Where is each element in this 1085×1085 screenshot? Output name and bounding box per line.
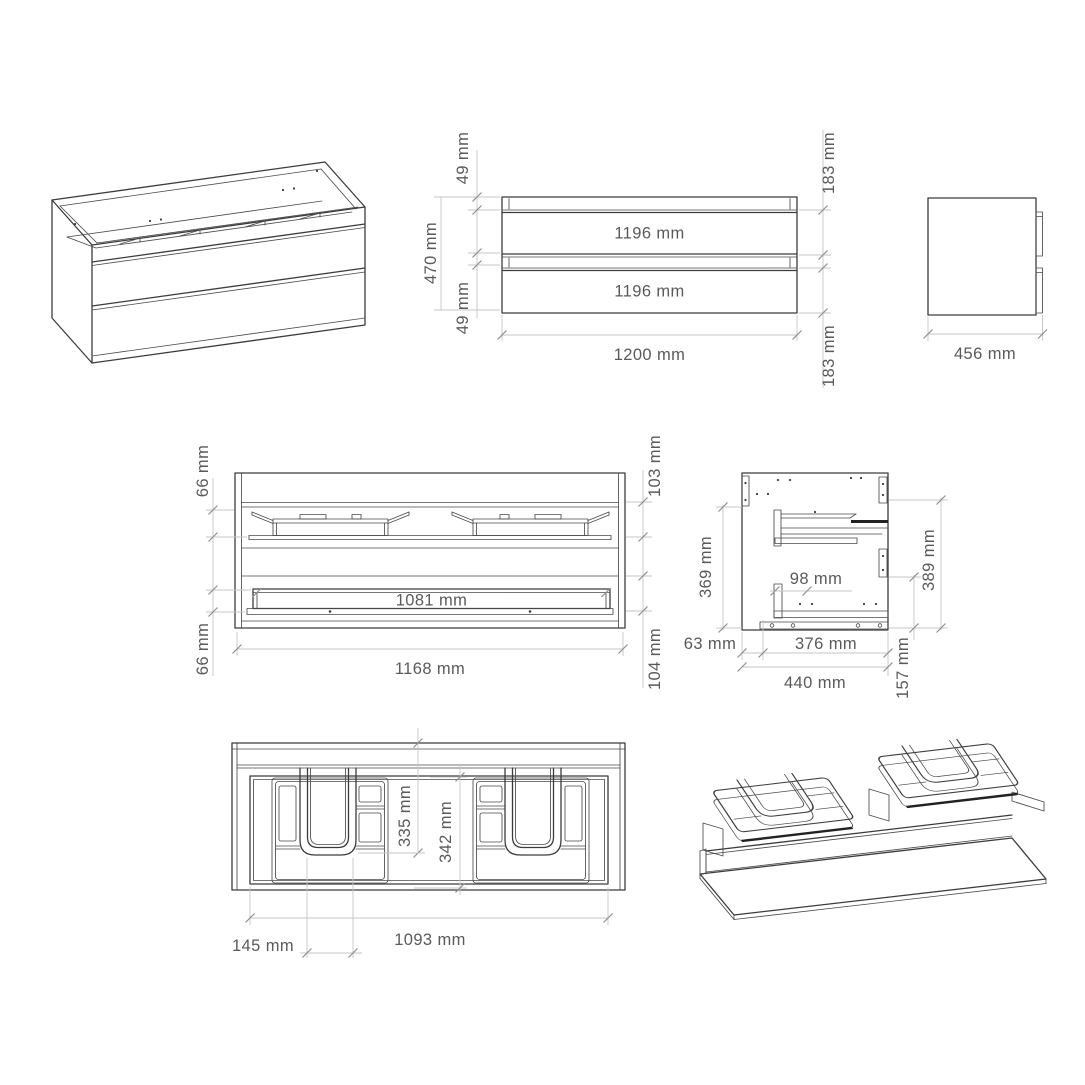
view-drawer-isometric	[700, 736, 1046, 920]
dim-side-depth: 456 mm	[953, 345, 1017, 363]
dim-internal-right-top: 103 mm	[646, 434, 664, 498]
dim-front-left-top: 49 mm	[454, 131, 472, 185]
dim-top-cutout-offset: 145 mm	[231, 937, 295, 955]
dim-section-cutout: 98 mm	[789, 570, 843, 588]
upper-tray-right	[452, 512, 609, 536]
dim-front-drawer-top: 1196 mm	[614, 224, 685, 243]
dim-section-bottom-left: 63 mm	[683, 635, 737, 653]
view-cabinet-isometric	[52, 162, 365, 363]
dim-top-drawer-width: 1093 mm	[394, 931, 466, 949]
dim-section-right-height: 389 mm	[920, 528, 938, 592]
view-side	[924, 198, 1048, 363]
dim-front-left-overall: 470 mm	[422, 221, 440, 285]
dim-front-right-bottom: 183 mm	[820, 324, 838, 388]
dim-section-right-lower: 157 mm	[894, 636, 912, 700]
dim-internal-left-bottom: 66 mm	[194, 622, 212, 676]
dim-front-drawer-bottom: 1196 mm	[614, 282, 685, 301]
u-cutout-right	[473, 768, 589, 883]
dim-top-drawer-depth: 342 mm	[437, 800, 455, 864]
view-top-drawer	[232, 728, 625, 958]
upper-tray-left	[252, 512, 409, 536]
dim-front-left-bottom: 49 mm	[454, 281, 472, 335]
dim-front-right-top: 183 mm	[820, 131, 838, 195]
iso-u-right-top	[872, 736, 1020, 798]
view-internal-side	[684, 473, 948, 699]
dim-front-width: 1200 mm	[613, 346, 686, 364]
view-front	[422, 130, 838, 388]
dim-internal-tray-width: 1081 mm	[395, 591, 468, 610]
u-cutout-left	[272, 768, 388, 883]
iso-u-left-top	[707, 770, 855, 832]
view-internal-front	[194, 435, 664, 690]
dim-internal-inner-width: 1168 mm	[394, 660, 466, 678]
iso-u-left-base	[707, 779, 855, 841]
dim-section-left-height: 369 mm	[697, 535, 715, 599]
dim-section-bottom-mid: 376 mm	[794, 635, 858, 653]
dim-section-bottom-overall: 440 mm	[783, 674, 847, 692]
iso-u-right-base	[872, 745, 1020, 807]
dim-internal-left-top: 66 mm	[194, 444, 212, 498]
dim-internal-right-bottom: 104 mm	[646, 627, 664, 691]
dim-top-inner-depth: 335 mm	[396, 784, 414, 848]
